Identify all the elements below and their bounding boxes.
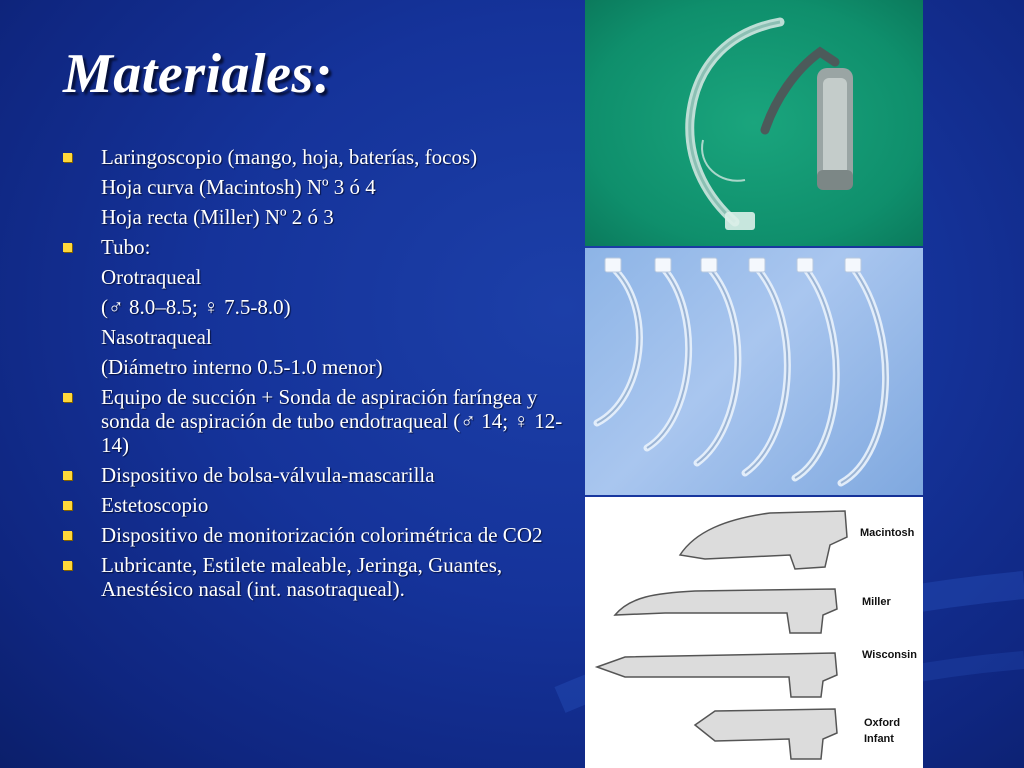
bullet-item (60, 463, 570, 487)
sub-item (60, 265, 570, 289)
bullet-marker-icon (63, 471, 72, 480)
item-text: Dispositivo de bolsa-válvula-mascarilla (101, 463, 435, 487)
item-text: Hoja recta (Miller) Nº 2 ó 3 (101, 205, 334, 229)
infant-label: Infant (864, 733, 894, 745)
bullet-marker-icon (63, 153, 72, 162)
laryngoscope-illustration (585, 0, 923, 246)
item-text: Equipo de succión + Sonda de aspiración faríngea y sonda de aspiración de tubo endotraqueal (♂ 14; ♀ 12-14) (101, 385, 563, 457)
bullet-item (60, 385, 570, 457)
bullet-marker-icon (63, 393, 72, 402)
item-text: Laringoscopio (mango, hoja, baterías, focos) (101, 145, 478, 169)
endotracheal-tubes-photo (585, 248, 923, 495)
tubes-illustration (585, 248, 923, 495)
bullet-item (60, 523, 570, 547)
item-text: Orotraqueal (101, 265, 202, 289)
sub-item (60, 175, 570, 199)
item-text: Estetoscopio (101, 493, 209, 517)
oxford-label: Oxford (864, 717, 901, 729)
bullet-item (60, 145, 570, 169)
item-text: Tubo: (101, 235, 151, 259)
bullet-item (60, 235, 570, 259)
item-text: (Diámetro interno 0.5-1.0 menor) (101, 355, 383, 379)
sub-item (60, 205, 570, 229)
item-text: Hoja curva (Macintosh) Nº 3 ó 4 (101, 175, 376, 199)
bullet-item (60, 493, 570, 517)
bullet-marker-icon (63, 243, 72, 252)
item-text: Dispositivo de monitorización colorimétrica de CO2 (101, 523, 543, 547)
sub-item (60, 325, 570, 349)
blade-types-diagram (585, 497, 923, 768)
slide-title: Materiales: (63, 43, 333, 105)
bullet-marker-icon (63, 531, 72, 540)
laryngoscope-photo (585, 0, 923, 246)
macintosh-label: Macintosh (860, 527, 915, 539)
item-text: Nasotraqueal (101, 325, 212, 349)
miller-label: Miller (862, 596, 891, 608)
bullet-item (60, 553, 570, 601)
bullet-marker-icon (63, 501, 72, 510)
item-text: Lubricante, Estilete maleable, Jeringa, Guantes, Anestésico nasal (int. nasotraqueal). (101, 553, 503, 601)
bullet-marker-icon (63, 561, 72, 570)
item-text: (♂ 8.0–8.5; ♀ 7.5-8.0) (101, 295, 291, 319)
wisconsin-label: Wisconsin (862, 649, 917, 661)
sub-item (60, 295, 570, 319)
materials-list (60, 145, 570, 601)
sub-item (60, 355, 570, 379)
